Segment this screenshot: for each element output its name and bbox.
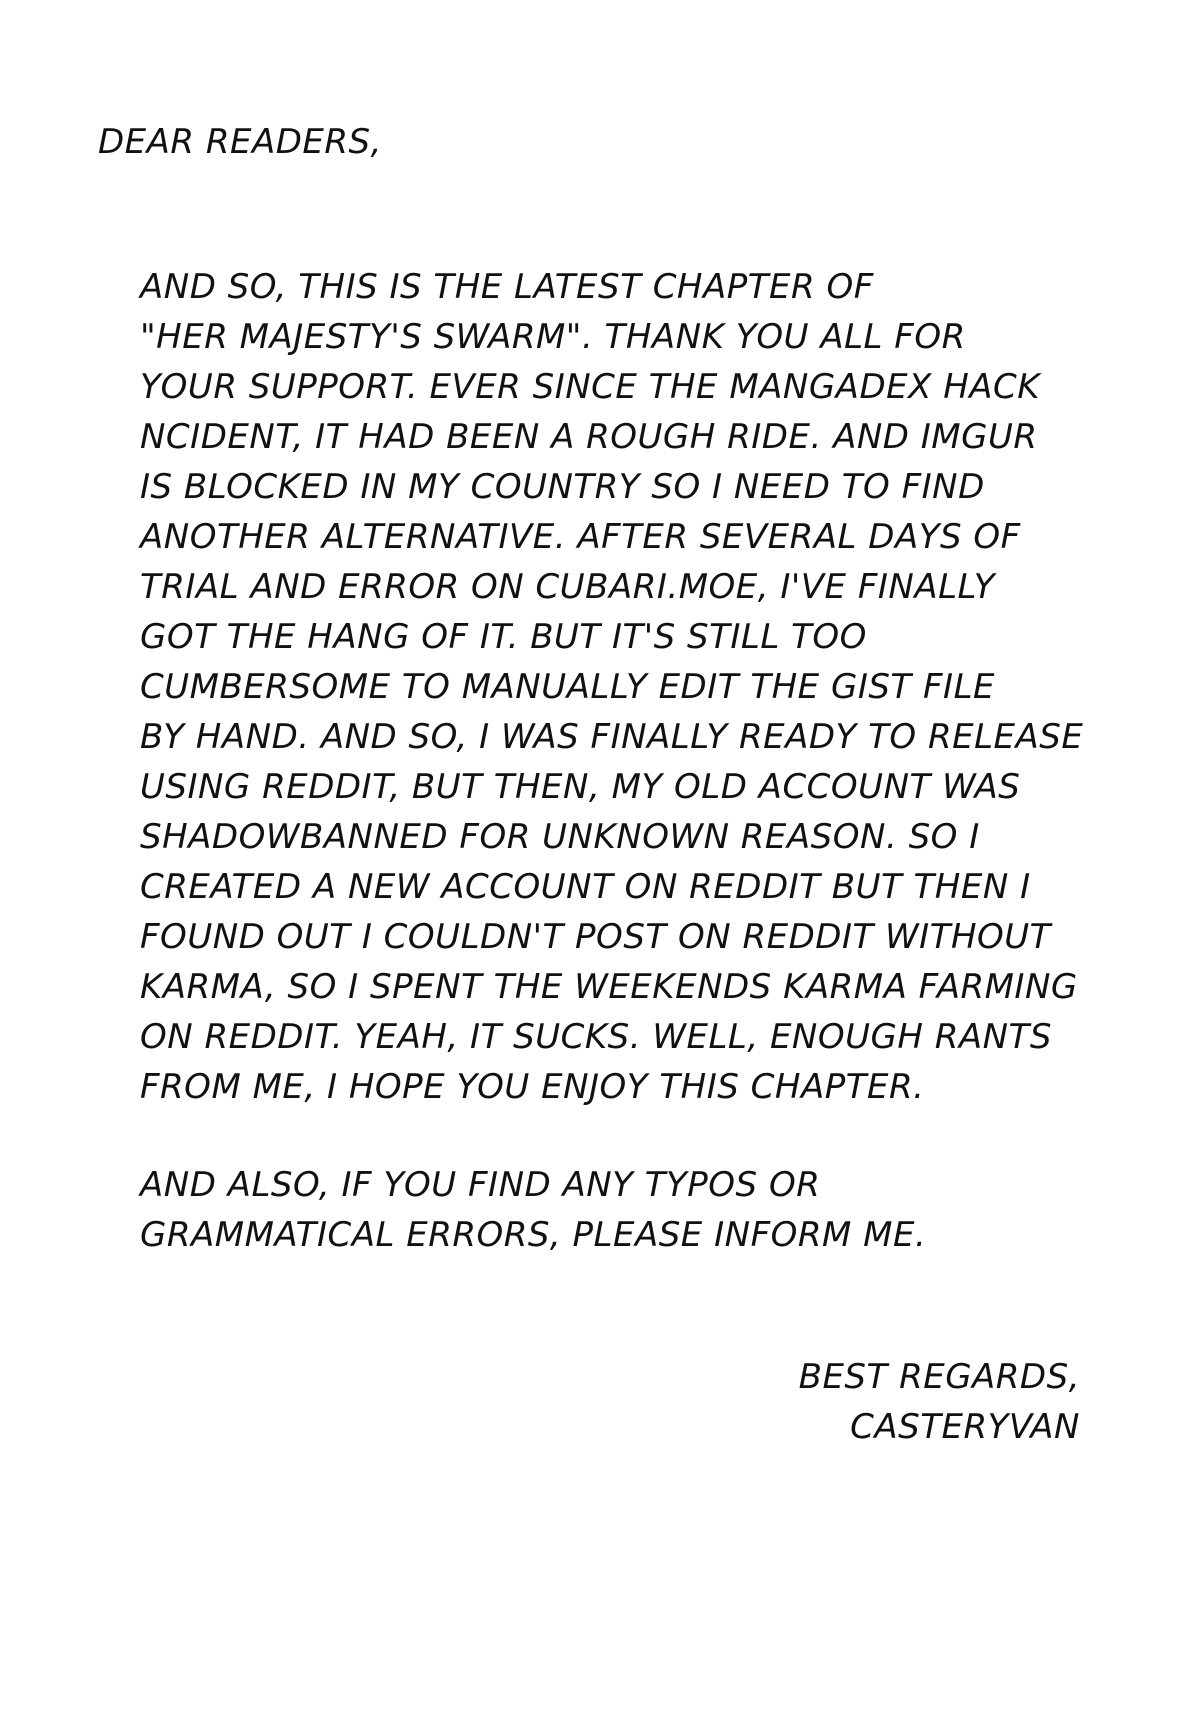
body-line: ON REDDIT. YEAH, IT SUCKS. WELL, ENOUGH RANTS [140,1017,1052,1057]
body-line: BY HAND. AND SO, I WAS FINALLY READY TO RELEASE [140,717,1084,757]
body-line: SHADOWBANNED FOR UNKNOWN REASON. SO I [140,817,980,857]
body-line: ANOTHER ALTERNATIVE. AFTER SEVERAL DAYS OF [140,517,1021,557]
body-line: TRIAL AND ERROR ON CUBARI.MOE, I'VE FINALLY [140,567,995,607]
signature-text: CASTERYVAN [850,1407,1080,1447]
postscript-line: AND ALSO, IF YOU FIND ANY TYPOS OR [140,1165,821,1205]
body-line: GOT THE HANG OF IT. BUT IT'S STILL TOO [140,617,867,657]
letter-greeting: DEAR READERS, [98,122,382,162]
body-line: "HER MAJESTY'S SWARM". THANK YOU ALL FOR [140,317,966,357]
body-line: AND SO, THIS IS THE LATEST CHAPTER OF [140,267,874,307]
body-line: YOUR SUPPORT. EVER SINCE THE MANGADEX HACK [140,367,1041,407]
closing-text: BEST REGARDS, [798,1357,1080,1397]
body-line: IS BLOCKED IN MY COUNTRY SO I NEED TO FIND [140,467,985,507]
letter-body [140,262,1083,1112]
letter-postscript [140,1160,926,1260]
postscript-line: GRAMMATICAL ERRORS, PLEASE INFORM ME. [140,1215,927,1255]
body-line: CUMBERSOME TO MANUALLY EDIT THE GIST FILE [140,667,996,707]
body-line: USING REDDIT, BUT THEN, MY OLD ACCOUNT WAS [140,767,1021,807]
letter-signoff [799,1352,1080,1452]
body-line: CREATED A NEW ACCOUNT ON REDDIT BUT THEN I [140,867,1031,907]
body-line: NCIDENT, IT HAD BEEN A ROUGH RIDE. AND IMGUR [140,417,1038,457]
body-line: KARMA, SO I SPENT THE WEEKENDS KARMA FARMING [140,967,1078,1007]
body-line: FOUND OUT I COULDN'T POST ON REDDIT WITHOUT [140,917,1051,957]
body-line: FROM ME, I HOPE YOU ENJOY THIS CHAPTER. [140,1067,925,1107]
